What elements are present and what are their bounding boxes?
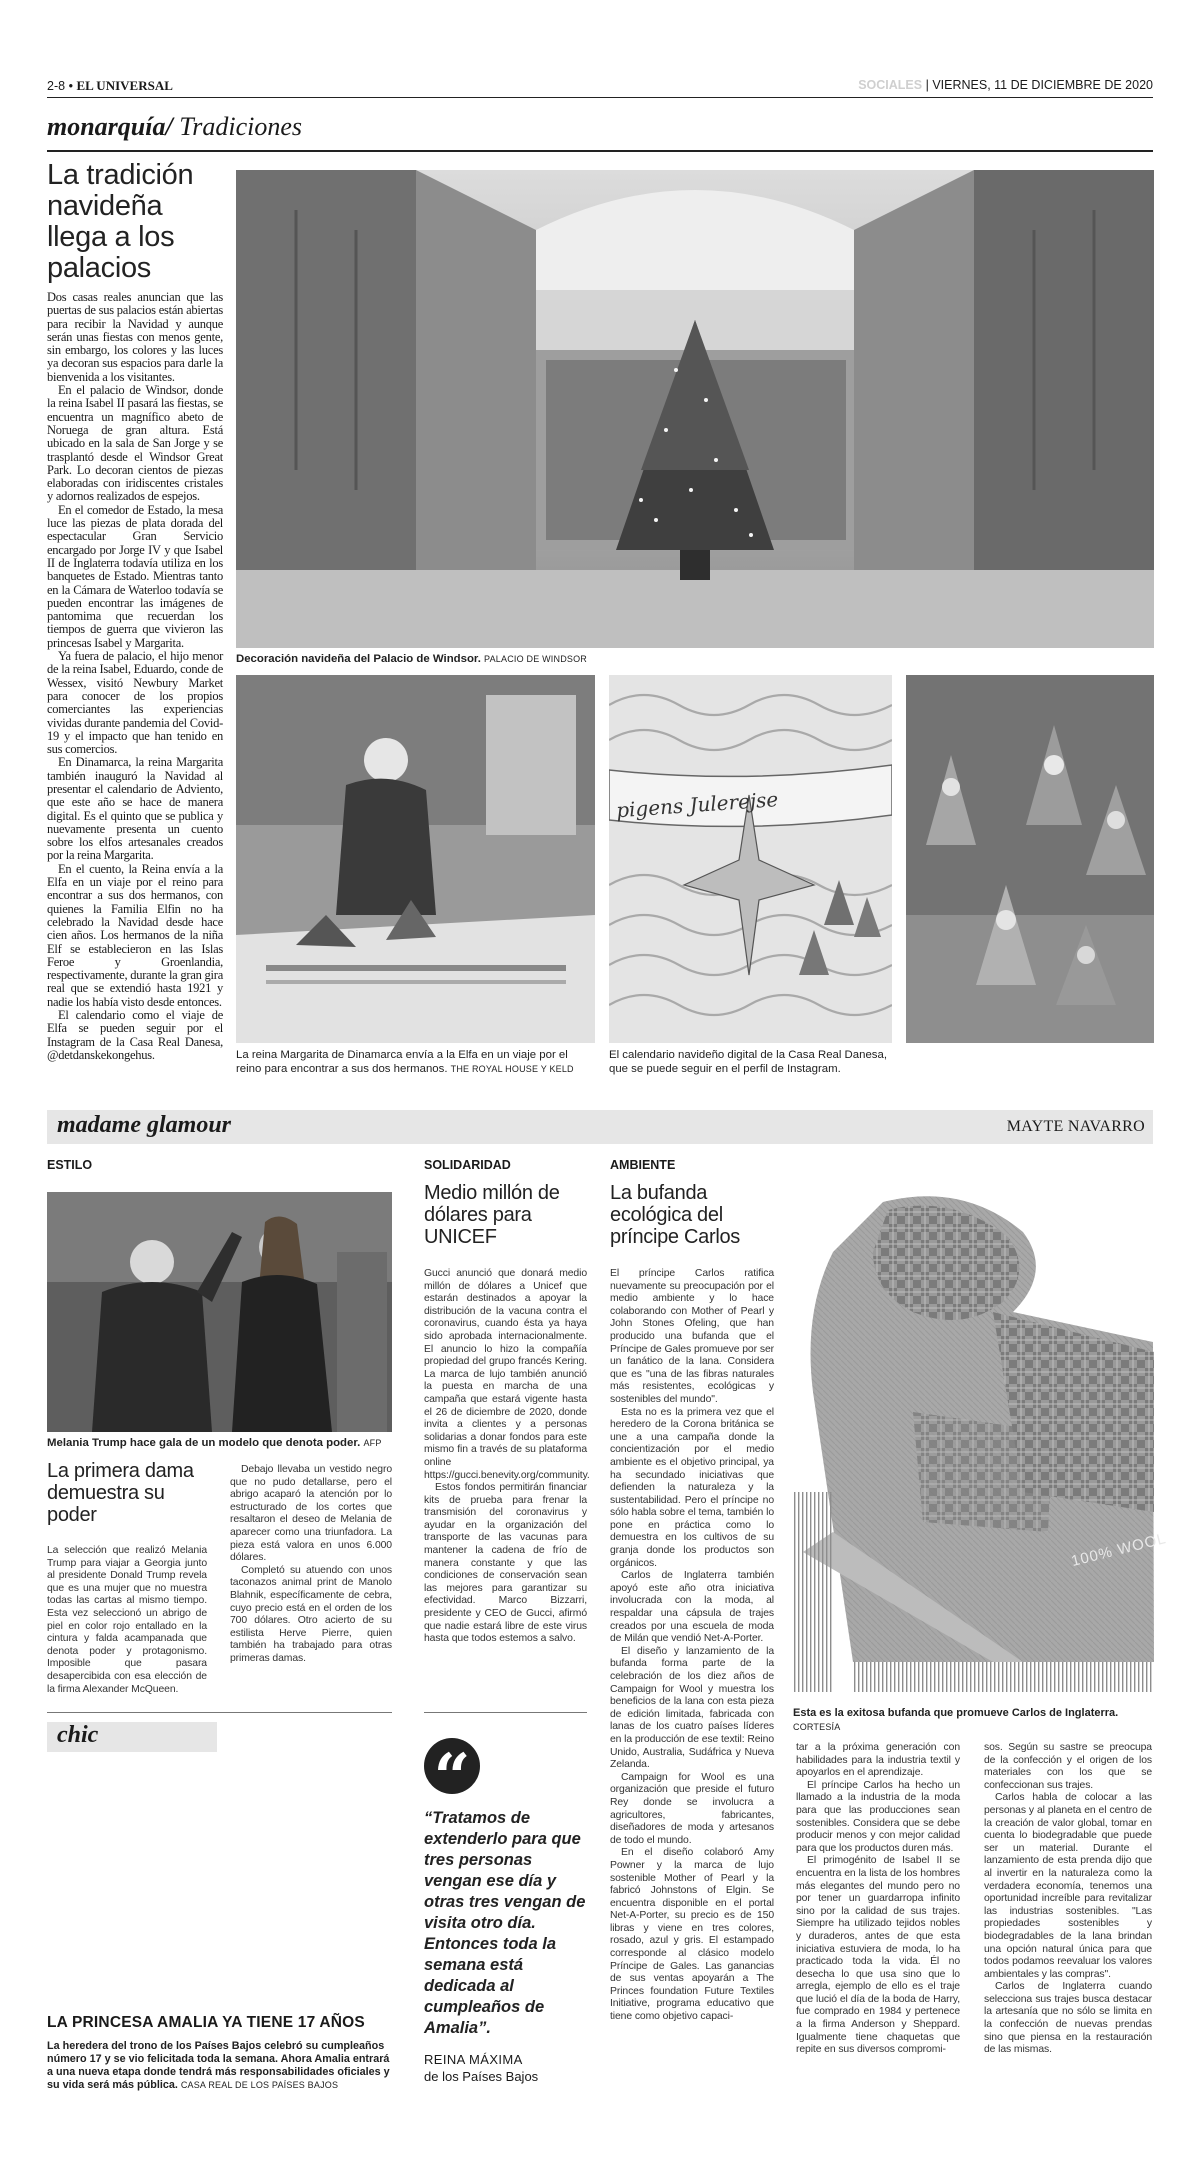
melania-caption	[47, 1436, 392, 1450]
quote-author: REINA MÁXIMA	[424, 2052, 523, 2067]
solidaridad-headline: Medio millón de dólares para UNICEF	[424, 1182, 560, 1248]
estilo-paragraph: Debajo llevaba un vestido negro que no pudo detallarse, pero el abrigo acaparó la atención por lo estructurado de los cortes que resaltaron el deseo de Melania de aparecer como una triunfadora. La pieza está valora en unos 6.000 dólares.	[230, 1464, 392, 1564]
wool-scarf-photo	[793, 1192, 1154, 1702]
estilo-col-1	[47, 1545, 207, 1696]
glamour-bar	[47, 1110, 1153, 1144]
chic-top-rule	[47, 1712, 392, 1713]
quote-role: de los Países Bajos	[424, 2069, 539, 2084]
windsor-caption-credit: PALACIO DE WINDSOR	[484, 654, 587, 664]
margarita-caption-text: La reina Margarita de Dinamarca envía a la Elfa en un viaje por el reino para encontrar a sus dos hermanos.	[236, 1049, 568, 1075]
section-heading	[47, 112, 1153, 148]
solidaridad-body	[424, 1268, 590, 1646]
elves-photo	[906, 675, 1154, 1043]
solidaridad-paragraph: Gucci anunció que donará medio millón de dólares a Unicef que estarán destinados a apoyar la distribución de la vacuna contra el coronavirus, cuando ésta ya haya sido aprobada internacionalmente. El anuncio lo hizo la compañía propiedad del grupo francés Kering. La marca de lujo también anunció la puesta en marcha de una campaña que estará vigente hasta el 26 de diciembre de 2020, donde invita a clientes y a personas solidarias a donar fondos para este mismo fin a través de su plataforma online https://gucci.benevity.org/community.	[424, 1268, 590, 1481]
main-paragraph: Dos casas reales anuncian que las puertas de sus palacios están abiertas para recibir la Navidad y aunque serán unas fiestas con menos gente, sin embargo, los colores y las luces ya decoran sus espacios para darle la bienvenida a los visitantes.	[47, 290, 223, 384]
ambiente-paragraph: Carlos de Inglaterra cuando selecciona sus trajes busca destacar la artesanía que no sólo se limita en la confección de nuevas prendas sino que piensa en la restauración de las mismas.	[984, 1981, 1152, 2056]
masthead-rule	[47, 97, 1153, 98]
section-name: SOCIALES	[858, 78, 923, 92]
calendar-banner-text: pigens Julerejse	[615, 787, 779, 823]
section-heading-light: Tradiciones	[179, 112, 303, 141]
ambiente-col-1	[610, 1268, 774, 2024]
quote-mark-icon	[424, 1738, 480, 1815]
melania-trump-photo	[47, 1192, 392, 1432]
scarf-caption-credit: CORTESÍA	[793, 1722, 841, 1732]
estilo-col-2	[230, 1464, 392, 1666]
newspaper-name: EL UNIVERSAL	[76, 78, 173, 93]
masthead	[47, 78, 1153, 98]
ambiente-paragraph: sos. Según su sastre se preocupa de la confección y el origen de los materiales con los que se confeccionan sus trajes.	[984, 1742, 1152, 1791]
margarita-caption	[236, 1048, 595, 1076]
windsor-hall-photo	[236, 170, 1154, 648]
ambiente-paragraph: El primogénito de Isabel II se encuentra en la lista de los hombres más elegantes del mundo pero no por tener un guardarropa infinito sino por la calidad de sus trajes. Siempre ha utilizado tejidos nobles y duraderos, antes de que esta iniciativa estuviera de moda, lo ha practicado toda la vida. Él no desecha lo que usa sino que lo arregla, ejemplo de ello es el traje que lució el día de la boda de Harry, fue comprado en 1984 y pertenece a la firma Anderson y Sheppard. Igualmente tiene chaquetas que repite en sus diversos compromi-	[796, 1855, 960, 2056]
estilo-paragraph: Completó su atuendo con unos taconazos animal print de Manolo Blahnik, específicamente de cebra, cuyo precio está en el orden de los 700 dólares. Otro acierto de su estilista Herve Pierre, quien también ha trabajado para otras primeras damas.	[230, 1564, 392, 1664]
masthead-separator: |	[925, 78, 929, 92]
amalia-headline: LA PRINCESA AMALIA YA TIENE 17 AÑOS	[47, 2014, 365, 2031]
princess-amalia-photo	[47, 1722, 392, 2006]
solidaridad-kicker: SOLIDARIDAD	[424, 1158, 511, 1172]
ambiente-col-2	[796, 1742, 960, 2057]
issue-date: VIERNES, 11 DE DICIEMBRE DE 2020	[932, 78, 1153, 92]
amalia-caption	[47, 2040, 392, 2092]
amalia-caption-credit: CASA REAL DE LOS PAÍSES BAJOS	[180, 2080, 339, 2090]
ambiente-paragraph: Campaign for Wool es una organización que preside el futuro Rey donde se involucra a agricultores, fabricantes, diseñadores de moda y artesanos de todo el mundo.	[610, 1771, 774, 1846]
chic-label-bar	[47, 1722, 217, 1752]
ambiente-kicker: AMBIENTE	[610, 1158, 676, 1172]
ambiente-paragraph: Carlos habla de colocar a las personas y al planeta en el centro de la creación de valor global, tomar en cuenta lo biodegradable que puede ser un material. Durante el lanzamiento de esta prenda dijo que al invertir en la naturaleza como la verdadera economía, tenemos una oportunidad increíble para revitalizar las industrias sostenibles. "Las propiedades sostenibles y biodegradables de la lana brindan una opción natural única para que todos podamos reevaluar los valores ambientales y las compras".	[984, 1792, 1152, 1980]
scarf-label: 100% WOOL	[1069, 1530, 1169, 1571]
glamour-author: MAYTE NAVARRO	[1006, 1118, 1145, 1135]
chic-label: chic	[57, 1722, 99, 1748]
ambiente-paragraph: Esta no es la primera vez que el heredero de la Corona británica se une a una campaña donde la concientización por el medio ambiente es el objetivo principal, ya ha secundado iniciativas que defienden la naturaleza y la sustentabilidad. Pero el príncipe no sólo habla sobre el tema, también lo pone en práctica como lo demuestra en los cultivos de su granja donde los productos son orgánicos.	[610, 1406, 774, 1569]
ambiente-headline: La bufanda ecológica del príncipe Carlos	[610, 1182, 741, 1248]
calendar-caption: El calendario navideño digital de la Casa Real Danesa, que se puede seguir en el perfil de Instagram.	[609, 1049, 887, 1075]
masthead-dot: •	[68, 79, 73, 93]
ambiente-paragraph: El príncipe Carlos ratifica nuevamente su preocupación por el medio ambiente y lo hace colaborando con Mother of Pearl y John Stones Ofeling, que han producido una bufanda que el Príncipe de Gales promueve por ser un fanático de la lana. Considera que es "una de las fibras naturales más resistentes, ecológicas y sostenibles del mundo".	[610, 1268, 774, 1405]
margarita-caption-credit: THE ROYAL HOUSE Y KELD	[450, 1064, 574, 1074]
estilo-paragraph: La selección que realizó Melania Trump para viajar a Georgia junto al presidente Donald Trump revela que es una mujer que no muestra todas las cartas al mismo tiempo. Esta vez seleccionó un abrigo de piel en color rojo entallado en la cintura y falda acampanada que denota poder y protagonismo. Imposible que pasara desapercibida con esa elección de la firma Alexander McQueen.	[47, 1545, 207, 1695]
main-paragraph: El calendario como el viaje de Elfa se pueden seguir por el Instagram de la Casa Real Danesa, @detdanskekongehus.	[47, 1008, 223, 1062]
quote-text: “Tratamos de extenderlo para que tres personas vengan ese día y otras tres vengan de visita otro día. Entonces toda la semana está dedicada al cumpleaños de Amalia”.	[424, 1809, 586, 2037]
ambiente-paragraph: El diseño y lanzamiento de la bufanda forma parte de la celebración de los diez años de Campaign for Wool y muestra los beneficios de la lana con esta pieza de edición limitada, fabricada con lanas de los cuatro países líderes en la producción de ese textil: Reino Unido, Australia, Sudáfrica y Nueva Zelanda.	[610, 1645, 774, 1771]
quote-mark: “	[433, 1740, 471, 1815]
windsor-caption	[236, 652, 1154, 666]
queen-margarita-photo	[236, 675, 595, 1043]
ambiente-paragraph: En el diseño colaboró Amy Powner y la marca de lujo sostenible Mother of Pearl y la fabricó Johnstons of Elgin. Se encuentra disponible en el portal Net-A-Porter, su precio es de 150 libras y viene en tres colores, rosado, azul y gris. El estampado corresponde al clásico modelo Príncipe de Gales. Las ganancias de sus ventas apoyarán a The Princes foundation Future Textiles Initiative, programa educativo que tiene como objetivo capaci-	[610, 1847, 774, 2023]
ambiente-paragraph: tar a la próxima generación con habilidades para la industria textil y apoyarlos en el aprendizaje.	[796, 1742, 960, 1779]
section-heading-rule	[47, 150, 1153, 152]
scarf-caption-text: Esta es la exitosa bufanda que promueve Carlos de Inglaterra.	[793, 1707, 1119, 1719]
ambiente-paragraph: El príncipe Carlos ha hecho un llamado a la industria de la moda para que las producciones sean sostenibles. Considera que se debe producir menos y con mejor calidad para que los productos duren más.	[796, 1779, 960, 1854]
main-paragraph: En el comedor de Estado, la mesa luce las piezas de plata dorada del espectacular Gran Servicio encargado por Jorge IV y que Isabel II de Inglaterra todavía utiliza en los banquetes de Estado. Mientras tanto en la Cámara de Waterloo todavía se pueden encontrar las imágenes de pantomima que recuerdan los tiempos de guerra que vivieron las princesas Isabel y Margarita.	[47, 502, 223, 650]
estilo-headline: La primera dama demuestra su poder	[47, 1460, 194, 1526]
windsor-caption-text: Decoración navideña del Palacio de Windsor.	[236, 653, 481, 665]
estilo-kicker: ESTILO	[47, 1158, 93, 1172]
main-paragraph: En el palacio de Windsor, donde la reina Isabel II pasará las fiestas, se encuentra un magnífico abeto de Noruega de gran altura. Está ubicado en la sala de San Jorge y se trasplantó desde el Windsor Great Park. Lo decoran cientos de piezas elaboradas con iridiscentes cristales y adornos realizados de espejos.	[47, 383, 223, 504]
ambiente-col-3	[984, 1742, 1152, 2057]
section-heading-bold: monarquía/	[47, 112, 173, 141]
glamour-title: madame glamour	[57, 1112, 232, 1138]
ambiente-paragraph: Carlos de Inglaterra también apoyó este año otra iniciativa involucrada con la moda, al respaldar una cápsula de trajes creados por una escuela de moda de Milán que vendió Net-A-Porter.	[610, 1570, 774, 1645]
main-paragraph: Ya fuera de palacio, el hijo menor de la reina Isabel, Eduardo, conde de Wessex, visitó Newbury Market para conocer de los propios comerciantes las experiencias vividas durante pandemia del Covid-19 y el impacto que han tenido en sus comercios.	[47, 649, 223, 757]
melania-caption-credit: AFP	[363, 1438, 382, 1448]
main-paragraph: En el cuento, la Reina envía a la Elfa en un viaje por el reino para encontrar a sus dos hermanos, con quienes la Familia Elfin no ha celebrado la Navidad desde hace cien años. Los hermanos de la niña Elf se establecieron en las Islas Feroe y Groenlandia, respectivamente, durante la gran gira real que se extendió hasta 1921 y nadie los había visto desde entonces.	[47, 861, 223, 1009]
advent-calendar-photo	[609, 675, 892, 1043]
solidaridad-paragraph: Estos fondos permitirán financiar kits de prueba para frenar la transmisión del coronavirus y ayudar en la organización del transporte de las vacunas para mantener la cadena de frío de manera constante y que las condiciones de conservación sean las mejores para garantizar su efectividad. Marco Bizzarri, presidente y CEO de Gucci, afirmó que nadie estará libre de este virus hasta que todos estemos a salvo.	[424, 1482, 587, 1645]
page-number: 2-8	[47, 79, 66, 93]
main-paragraph: En Dinamarca, la reina Margarita también inauguró la Navidad al presentar el calendario de Adviento, que este año se hace de manera digital. Es el quinto que se publica y nuevamente presenta un cuento sobre los elfos artesanales creados por la reina Margarita.	[47, 755, 223, 863]
main-headline: La tradición navideña llega a los palacios	[47, 159, 194, 284]
scarf-caption	[793, 1706, 1154, 1734]
quote-top-rule	[424, 1712, 587, 1713]
amalia-caption-text: La heredera del trono de los Países Bajos celebró su cumpleaños número 17 y se vio felicitada toda la semana. Ahora Amalia entrará a una nueva etapa donde tendrá más responsabilidades oficiales y su vida será más pública.	[47, 2040, 390, 2091]
melania-caption-text: Melania Trump hace gala de un modelo que denota poder.	[47, 1437, 361, 1449]
